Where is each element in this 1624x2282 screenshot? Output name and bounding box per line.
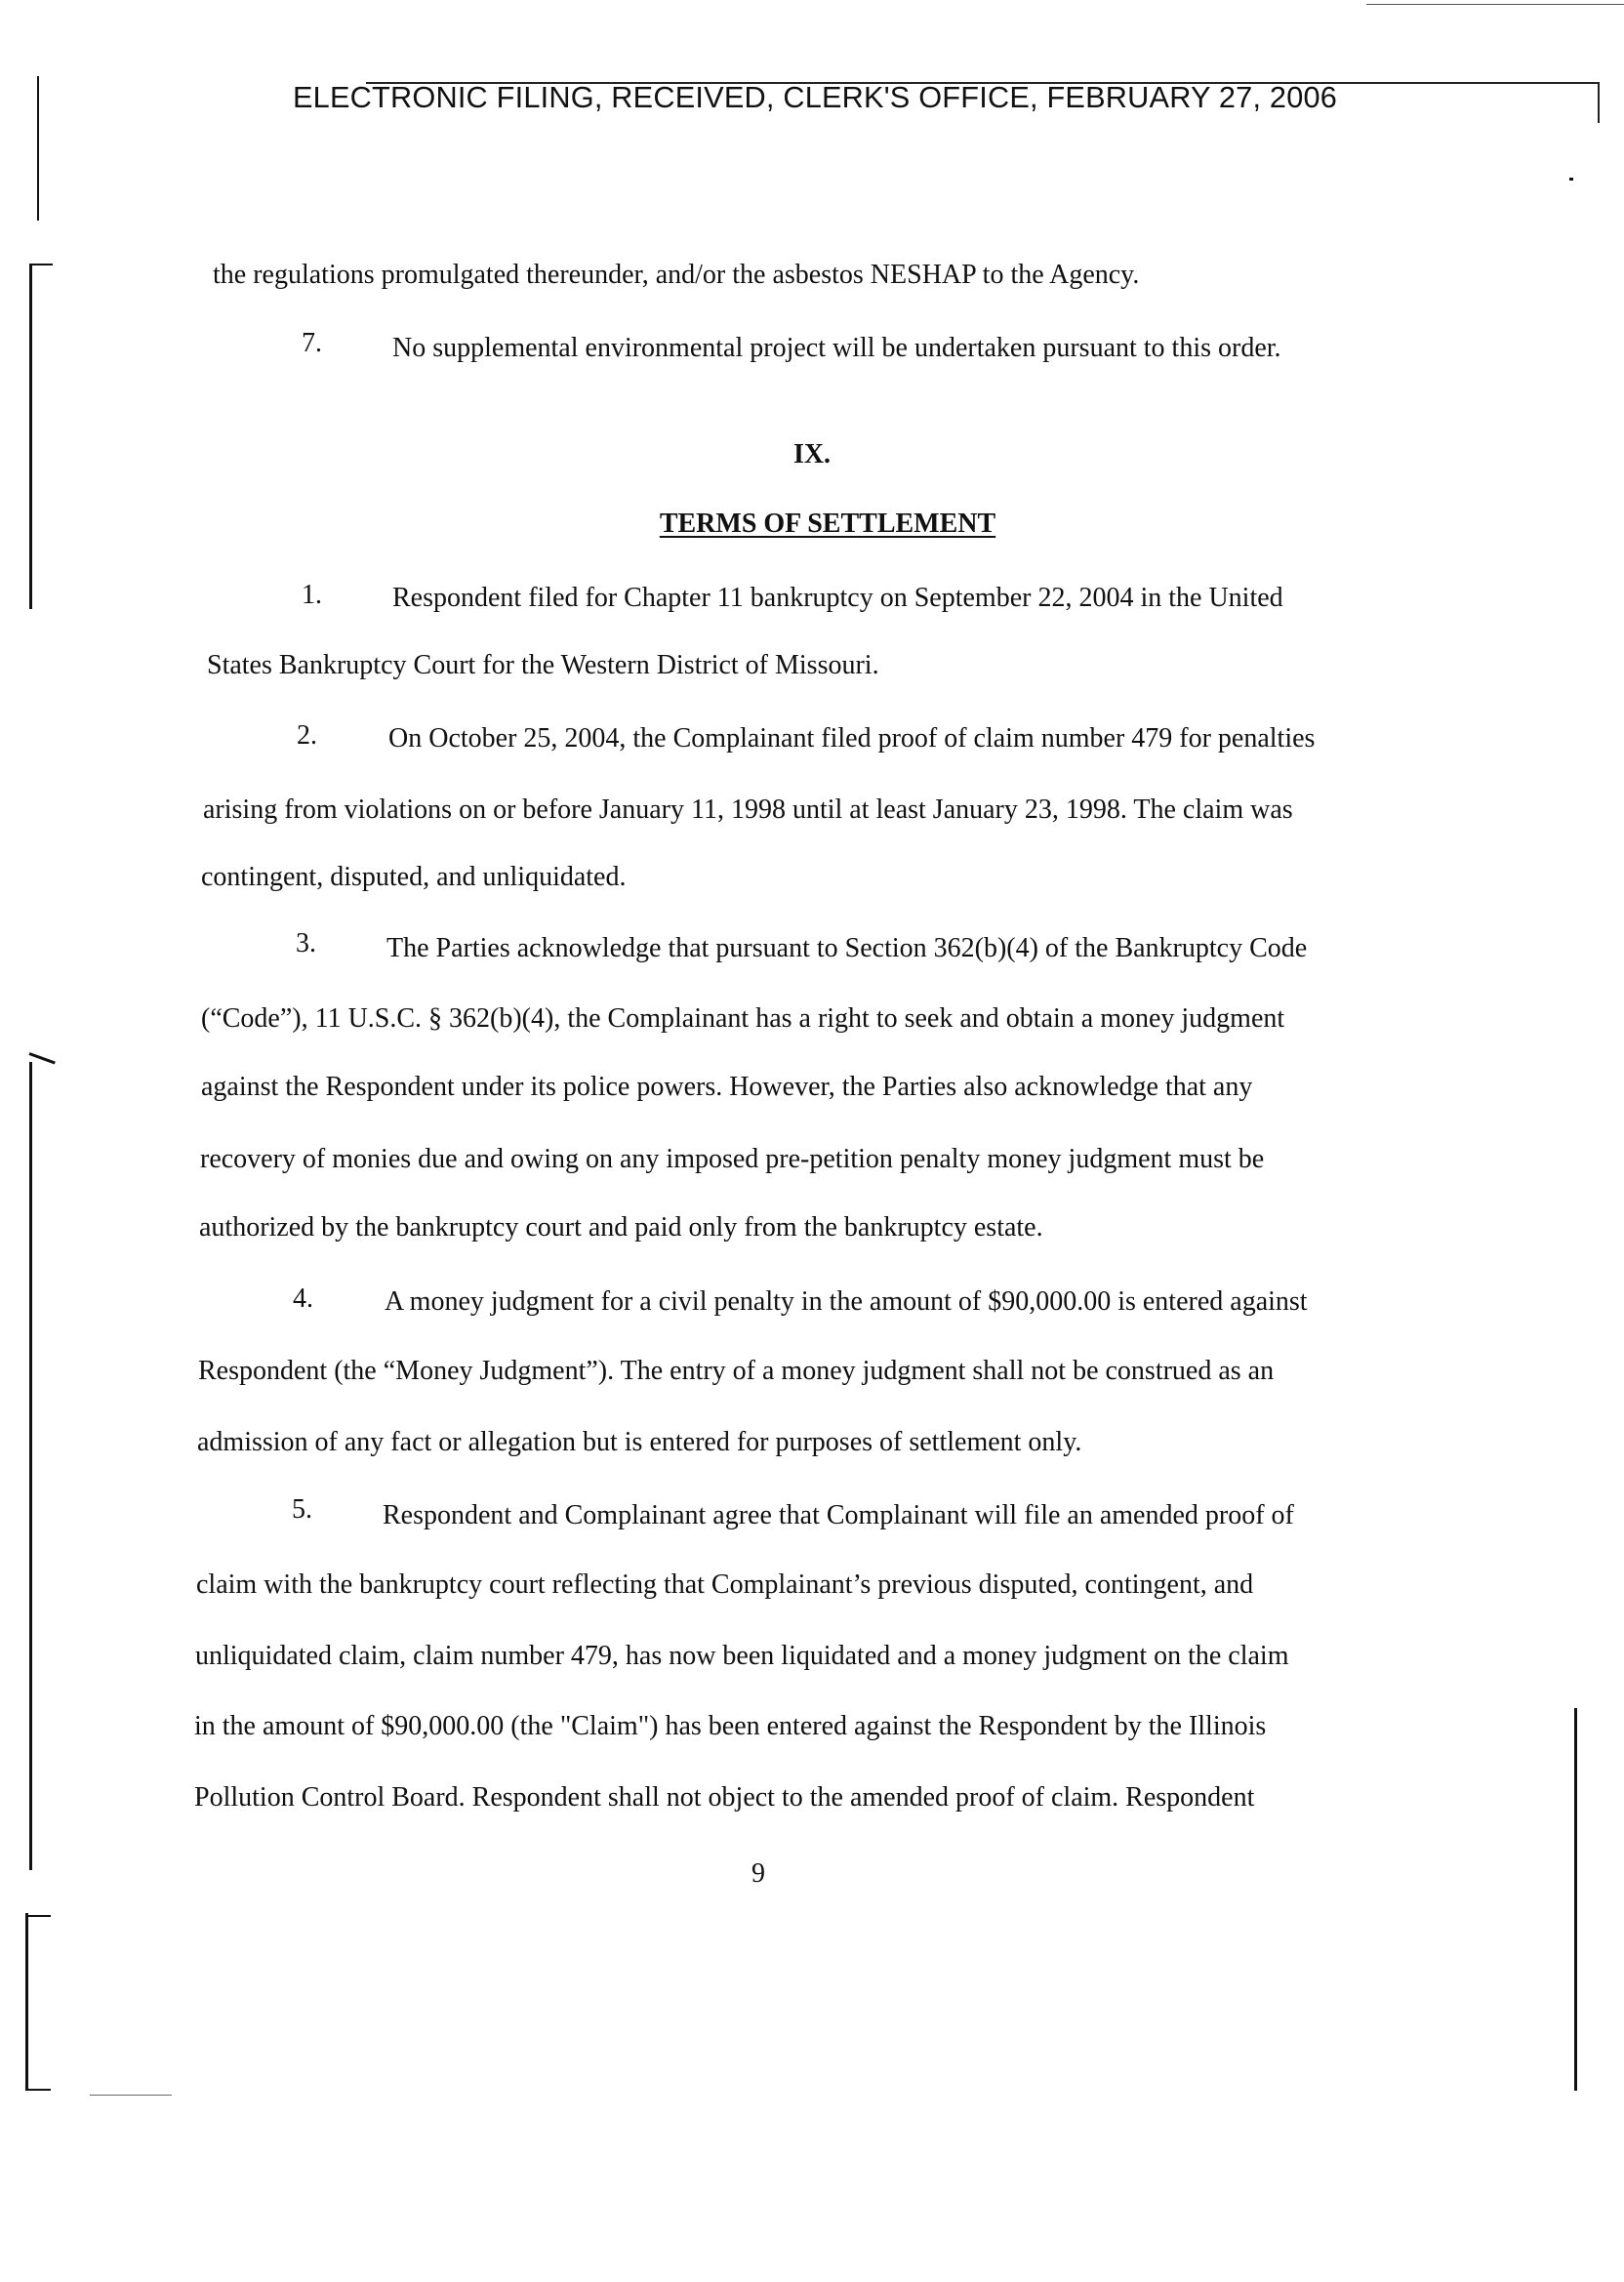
paragraph-line: recovery of monies due and owing on any imposed pre-petition penalty money judgment must be <box>200 1144 1265 1174</box>
paragraph-line: admission of any fact or allegation but is entered for purposes of settlement only. <box>197 1427 1082 1457</box>
scan-margin-line <box>37 76 39 221</box>
paragraph-line: (“Code”), 11 U.S.C. § 362(b)(4), the Complainant has a right to seek and obtain a money judgment <box>201 1003 1285 1034</box>
paragraph-line: The Parties acknowledge that pursuant to Section 362(b)(4) of the Bankruptcy Code <box>386 933 1308 963</box>
scan-margin-line <box>25 1915 51 1917</box>
paragraph-line: contingent, disputed, and unliquidated. <box>201 862 627 892</box>
header-right-rule <box>1598 84 1600 123</box>
paragraph-line: arising from violations on or before January 11, 1998 until at least January 23, 1998. The claim was <box>203 795 1293 825</box>
paragraph-line: Respondent filed for Chapter 11 bankruptcy on September 22, 2004 in the United <box>392 583 1283 613</box>
paragraph-line: authorized by the bankruptcy court and paid only from the bankruptcy estate. <box>199 1212 1043 1243</box>
paragraph-line: States Bankruptcy Court for the Western District of Missouri. <box>207 650 879 680</box>
paragraph-line: claim with the bankruptcy court reflecting that Complainant’s previous disputed, contingent, and <box>196 1569 1254 1600</box>
paragraph-number: 1. <box>302 580 322 610</box>
paragraph-line: unliquidated claim, claim number 479, has now been liquidated and a money judgment on the claim <box>195 1641 1289 1671</box>
paragraph-line: Respondent and Complainant agree that Complainant will file an amended proof of <box>383 1500 1294 1530</box>
item-text: No supplemental environmental project will be undertaken pursuant to this order. <box>392 333 1281 363</box>
paragraph-line: On October 25, 2004, the Complainant filed proof of claim number 479 for penalties <box>388 723 1316 754</box>
scan-margin-line <box>25 1913 28 2091</box>
scan-margin-line <box>90 2095 172 2096</box>
page-number: 9 <box>751 1858 765 1889</box>
scan-speck <box>1569 178 1573 181</box>
continuation-line: the regulations promulgated thereunder, and/or the asbestos NESHAP to the Agency. <box>213 260 1140 290</box>
paragraph-line: Respondent (the “Money Judgment”). The entry of a money judgment shall not be construed as an <box>198 1356 1275 1386</box>
filing-stamp-header: ELECTRONIC FILING, RECEIVED, CLERK'S OFFICE, FEBRUARY 27, 2006 <box>293 80 1338 114</box>
paragraph-number: 3. <box>296 928 316 958</box>
section-title <box>0 509 1624 540</box>
scan-margin-line <box>29 265 32 609</box>
scan-edge-rule <box>1366 4 1624 5</box>
paragraph-line: Pollution Control Board. Respondent shall not object to the amended proof of claim. Respondent <box>194 1782 1255 1813</box>
paragraph-number: 2. <box>297 720 317 751</box>
paragraph-line: in the amount of $90,000.00 (the "Claim") has been entered against the Respondent by the Illinois <box>194 1711 1267 1741</box>
section-number: IX. <box>792 439 832 469</box>
paragraph-number: 5. <box>292 1494 312 1525</box>
scan-margin-line <box>29 1062 32 1870</box>
scan-margin-line <box>25 2089 51 2091</box>
paragraph-line: against the Respondent under its police powers. However, the Parties also acknowledge that any <box>201 1072 1253 1102</box>
item-number: 7. <box>302 328 322 358</box>
paragraph-number: 4. <box>293 1284 313 1314</box>
scan-margin-line <box>1574 1708 1577 2091</box>
paragraph-line: A money judgment for a civil penalty in the amount of $90,000.00 is entered against <box>385 1286 1308 1317</box>
scan-margin-line <box>29 264 53 265</box>
section-title-text: TERMS OF SETTLEMENT <box>659 509 996 539</box>
scan-margin-line <box>28 1052 55 1064</box>
